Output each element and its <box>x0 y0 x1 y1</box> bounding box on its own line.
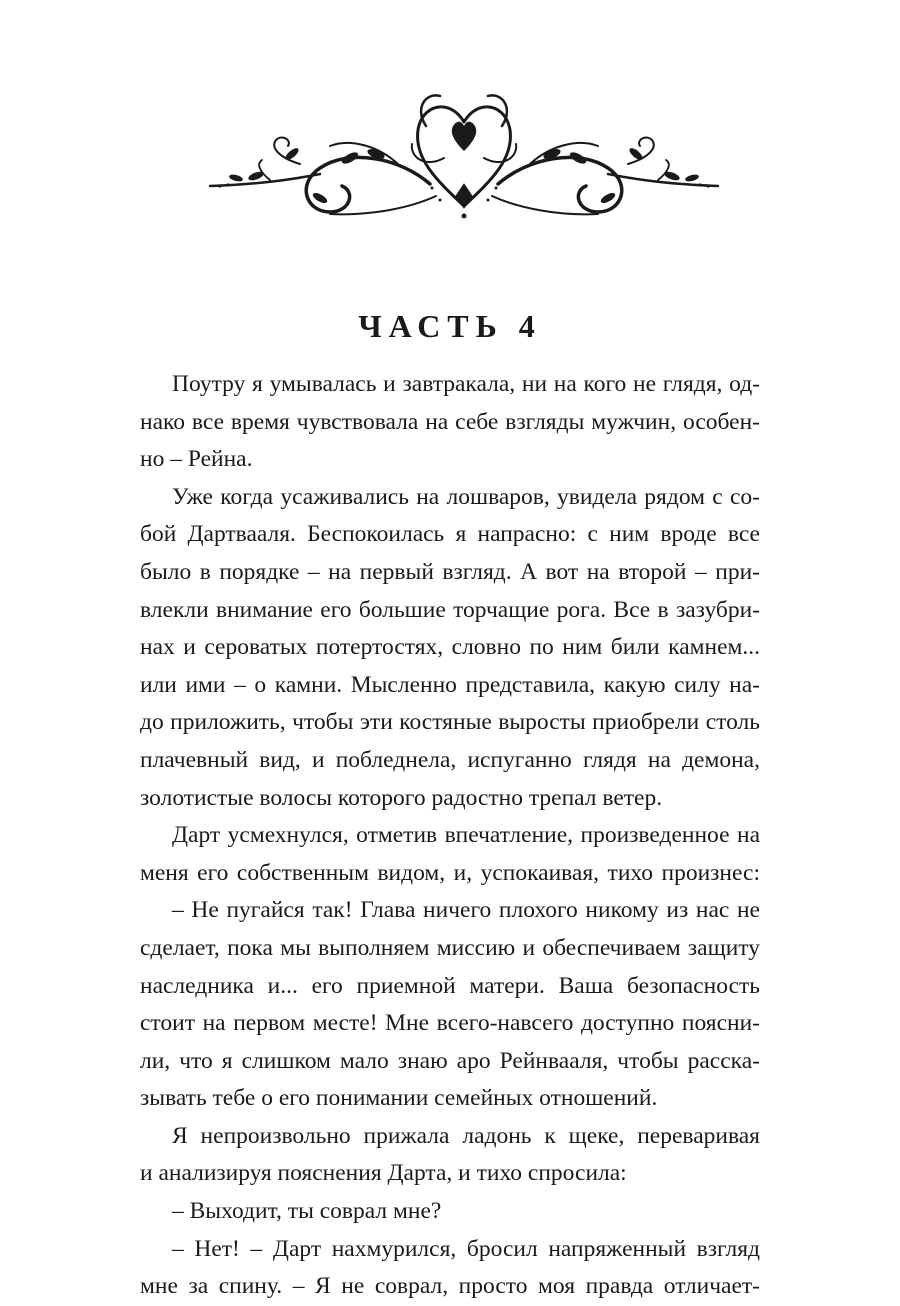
text-line: бой Дартвааля. Беспокоилась я напрасно: с ним вроде все <box>140 521 760 548</box>
text-line: Поутру я умывалась и завтракала, ни на кого не глядя, од- <box>172 371 760 397</box>
text-line: Я непроизвольно прижала ладонь к щеке, переваривая <box>172 1122 760 1149</box>
text-line: до приложить, чтобы эти костяные выросты приобрели столь <box>140 709 760 736</box>
text-line: нах и сероватых потертостях, словно по ним били камнем... <box>140 634 760 661</box>
text-line: Уже когда усаживались на лошваров, увидела рядом с со- <box>172 483 760 510</box>
text-line: плачевный вид, и побледнела, испуганно глядя на демона, <box>140 746 760 773</box>
text-line: стоит на первом месте! Мне всего-навсего доступно поясни- <box>140 1010 760 1037</box>
text-line: Дарт усмехнулся, отметив впечатление, произведенное на <box>172 822 760 849</box>
text-line: но – Рейна. <box>140 446 253 473</box>
ornamental-flourish-heart-icon <box>200 88 728 228</box>
text-line: зывать тебе о его понимании семейных отношений. <box>140 1085 658 1112</box>
text-line: золотистые волосы которого радостно трепал ветер. <box>140 784 663 811</box>
body-text <box>140 366 760 1306</box>
text-line: нако все время чувствовала на себе взгляды мужчин, особен- <box>140 408 760 435</box>
text-line: ли, что я слишком мало знаю аро Рейнвааля, чтобы расска- <box>140 1047 760 1074</box>
text-line: или ими – о камни. Мысленно представила, какую силу на- <box>140 671 760 698</box>
text-line: и анализируя пояснения Дарта, и тихо спросила: <box>140 1160 627 1187</box>
text-line: меня его собственным видом, и, успокаивая, тихо произнес: <box>140 859 760 886</box>
text-line: – Нет! – Дарт нахмурился, бросил напряженный взгляд <box>172 1235 760 1262</box>
chapter-title: ЧАСТЬ 4 <box>358 308 542 344</box>
text-line: наследника и... его приемной матери. Ваша безопасность <box>140 972 760 999</box>
text-line: сделает, пока мы выполняем миссию и обеспечиваем защиту <box>140 934 760 961</box>
text-line: влекли внимание его большие торчащие рога. Все в зазубри- <box>140 596 760 623</box>
text-line: было в порядке – на первый взгляд. А вот на второй – при- <box>140 558 760 585</box>
text-line: – Выходит, ты соврал мне? <box>172 1198 442 1225</box>
text-line: – Не пугайся так! Глава ничего плохого никому из нас не <box>172 897 760 924</box>
text-line: мне за спину. – Я не соврал, просто моя правда отличает- <box>140 1273 760 1300</box>
